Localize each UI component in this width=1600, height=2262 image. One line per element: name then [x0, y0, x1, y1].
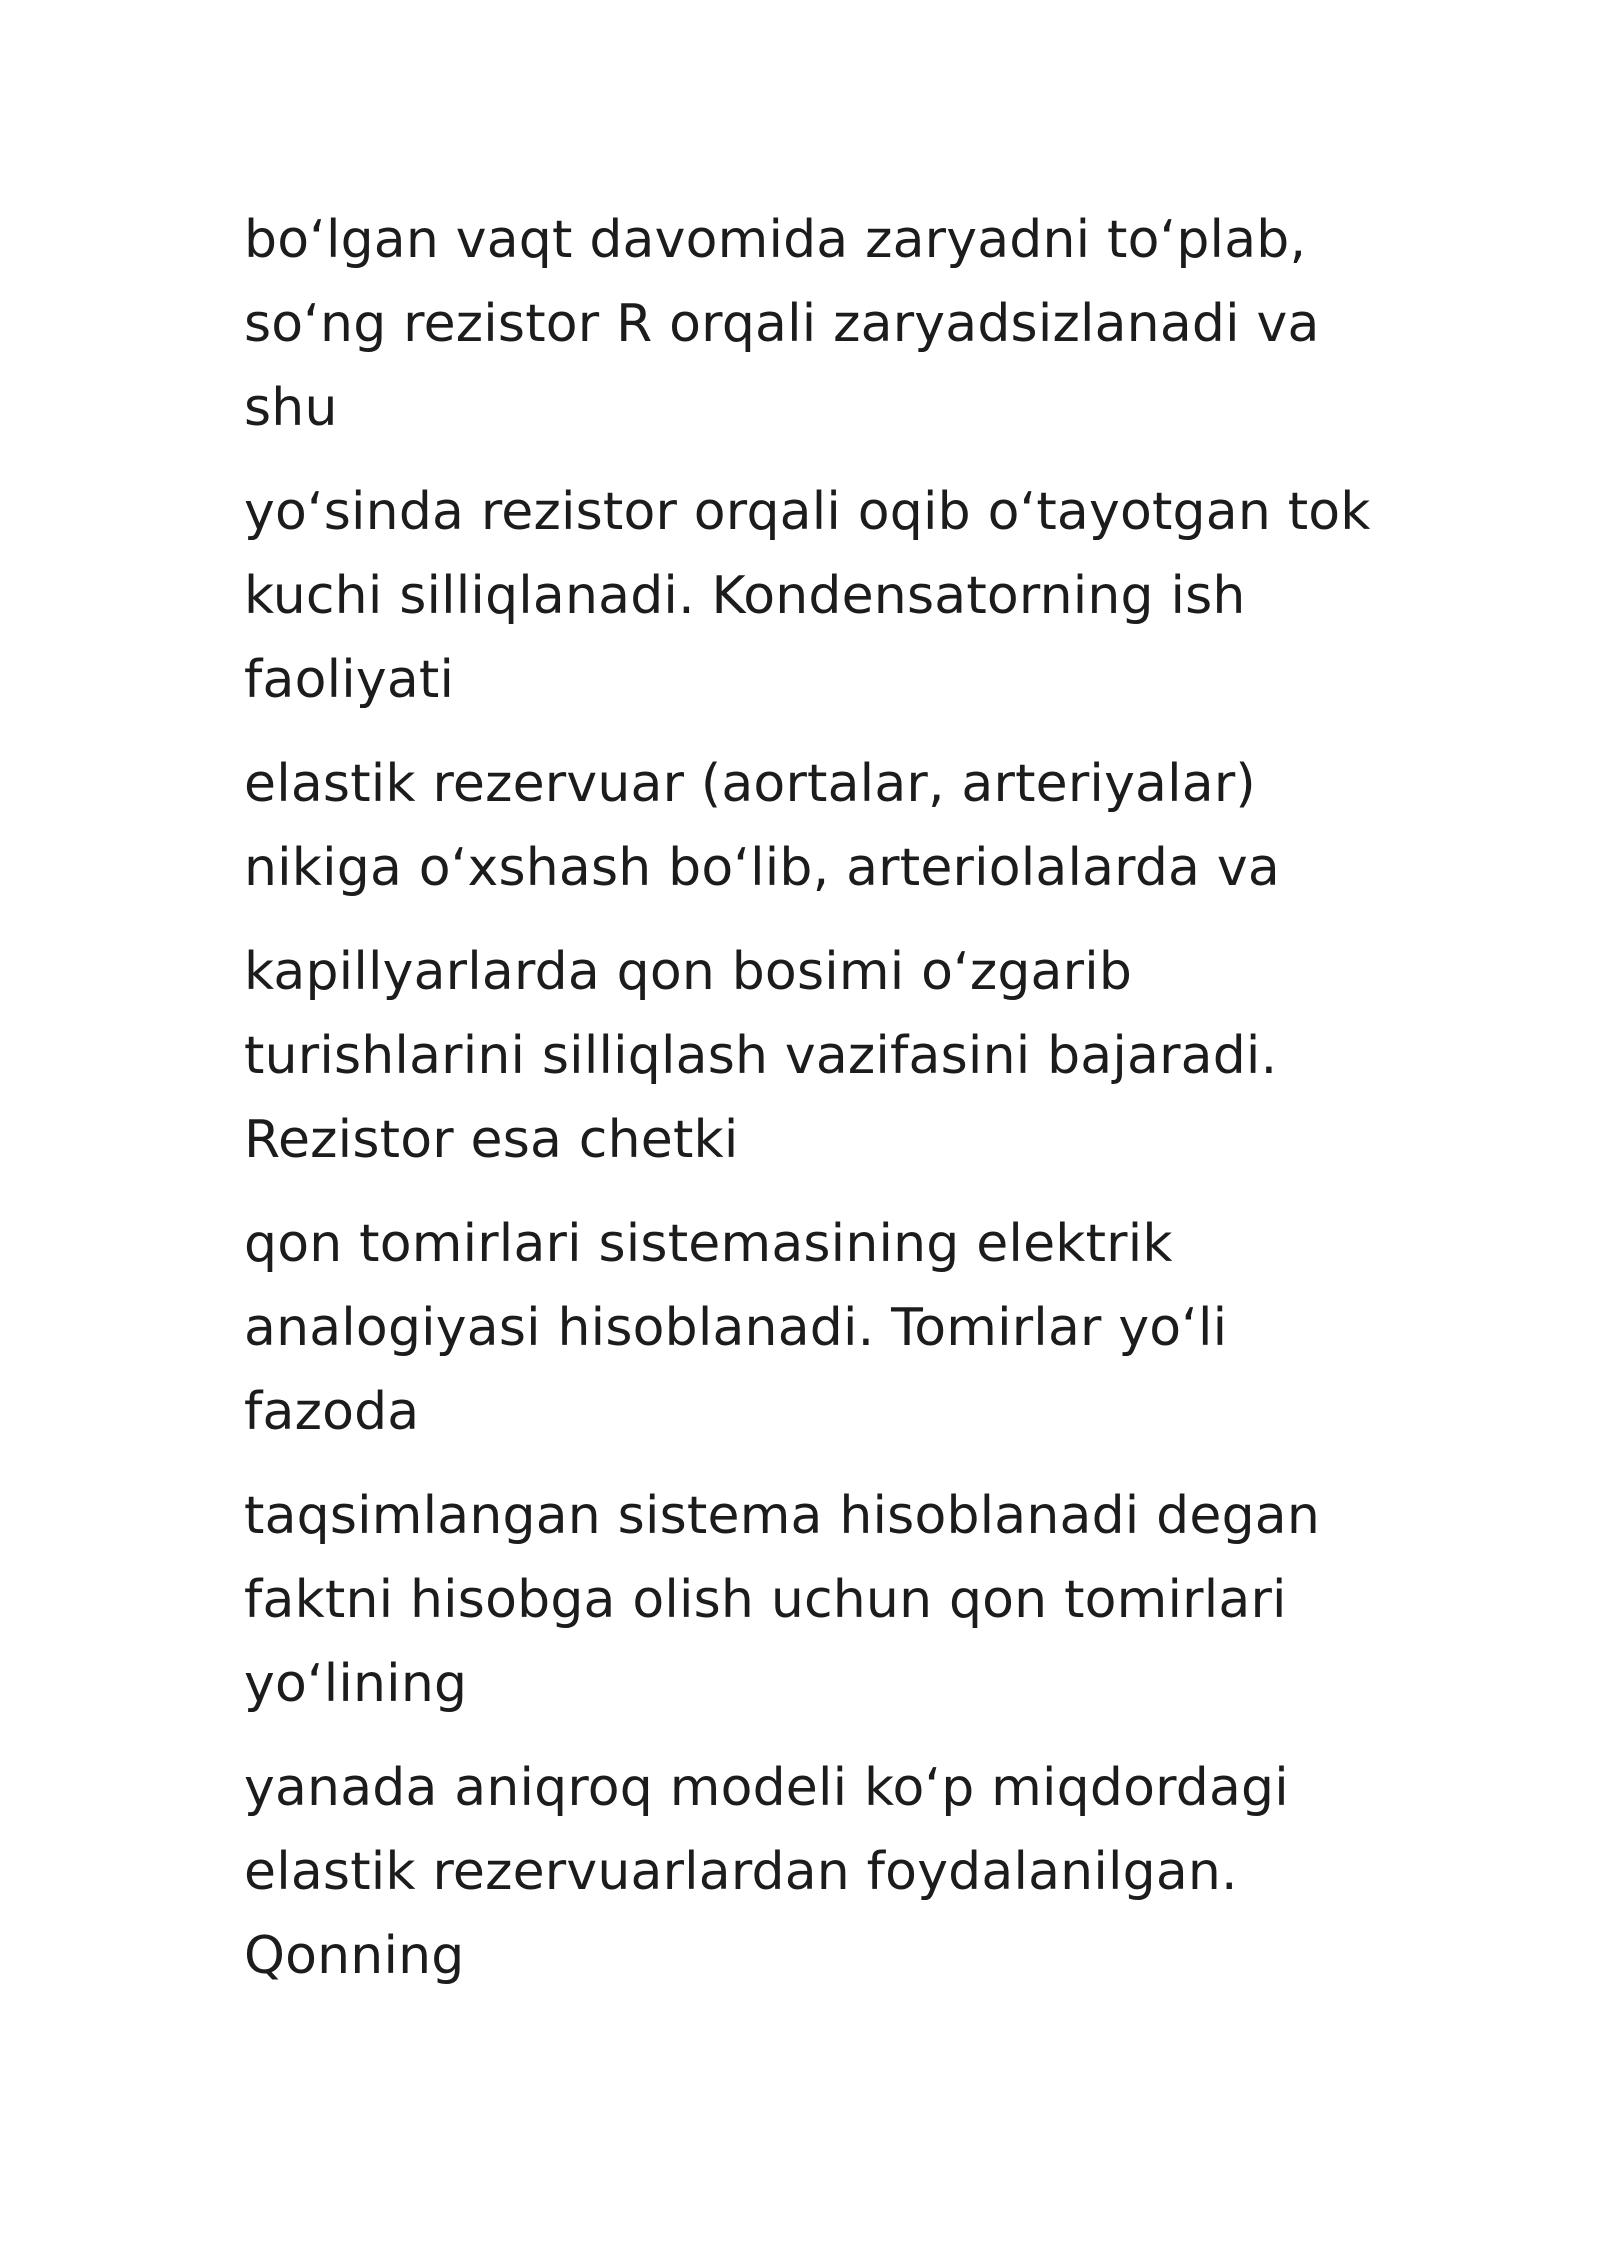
text-line: boʻlgan vaqt davomida zaryadni toʻplab, [244, 210, 1307, 270]
text-line: elastik rezervuar (aortalar, arteriyalar) [244, 754, 1256, 814]
text-line: Qonning [244, 1926, 465, 1986]
text-line: shu [244, 378, 338, 438]
paragraph [244, 930, 1404, 1182]
text-line: faoliyati [244, 650, 455, 710]
document-body [244, 198, 1404, 2018]
text-line: kuchi silliqlanadi. Kondensatorning ish [244, 566, 1246, 626]
text-line: elastik rezervuarlardan foydalanilgan. [244, 1842, 1238, 1902]
paragraph [244, 1202, 1404, 1454]
text-line: taqsimlangan sistema hisoblanadi degan [244, 1486, 1321, 1546]
text-line: qon tomirlari sistemasining elektrik [244, 1214, 1173, 1274]
text-line: yoʻsinda rezistor orqali oqib oʻtayotgan tok [244, 482, 1371, 542]
paragraph [244, 470, 1404, 722]
paragraph [244, 198, 1404, 450]
text-line: yoʻlining [244, 1654, 468, 1714]
text-line: analogiyasi hisoblanadi. Tomirlar yoʻli [244, 1298, 1228, 1358]
paragraph [244, 1746, 1404, 1998]
paragraph [244, 1474, 1404, 1726]
text-line: yanada aniqroq modeli koʻp miqdordagi [244, 1758, 1289, 1818]
text-line: kapillyarlarda qon bosimi oʻzgarib [244, 942, 1133, 1002]
text-line: faktni hisobga olish uchun qon tomirlari [244, 1570, 1287, 1630]
text-line: fazoda [244, 1382, 420, 1442]
text-line: soʻng rezistor R orqali zaryadsizlanadi va [244, 294, 1320, 354]
text-line: nikiga oʻxshash boʻlib, arteriolalarda va [244, 838, 1280, 898]
text-line: Rezistor esa chetki [244, 1110, 739, 1170]
paragraph [244, 742, 1404, 910]
text-line: turishlarini silliqlash vazifasini bajaradi. [244, 1026, 1278, 1086]
